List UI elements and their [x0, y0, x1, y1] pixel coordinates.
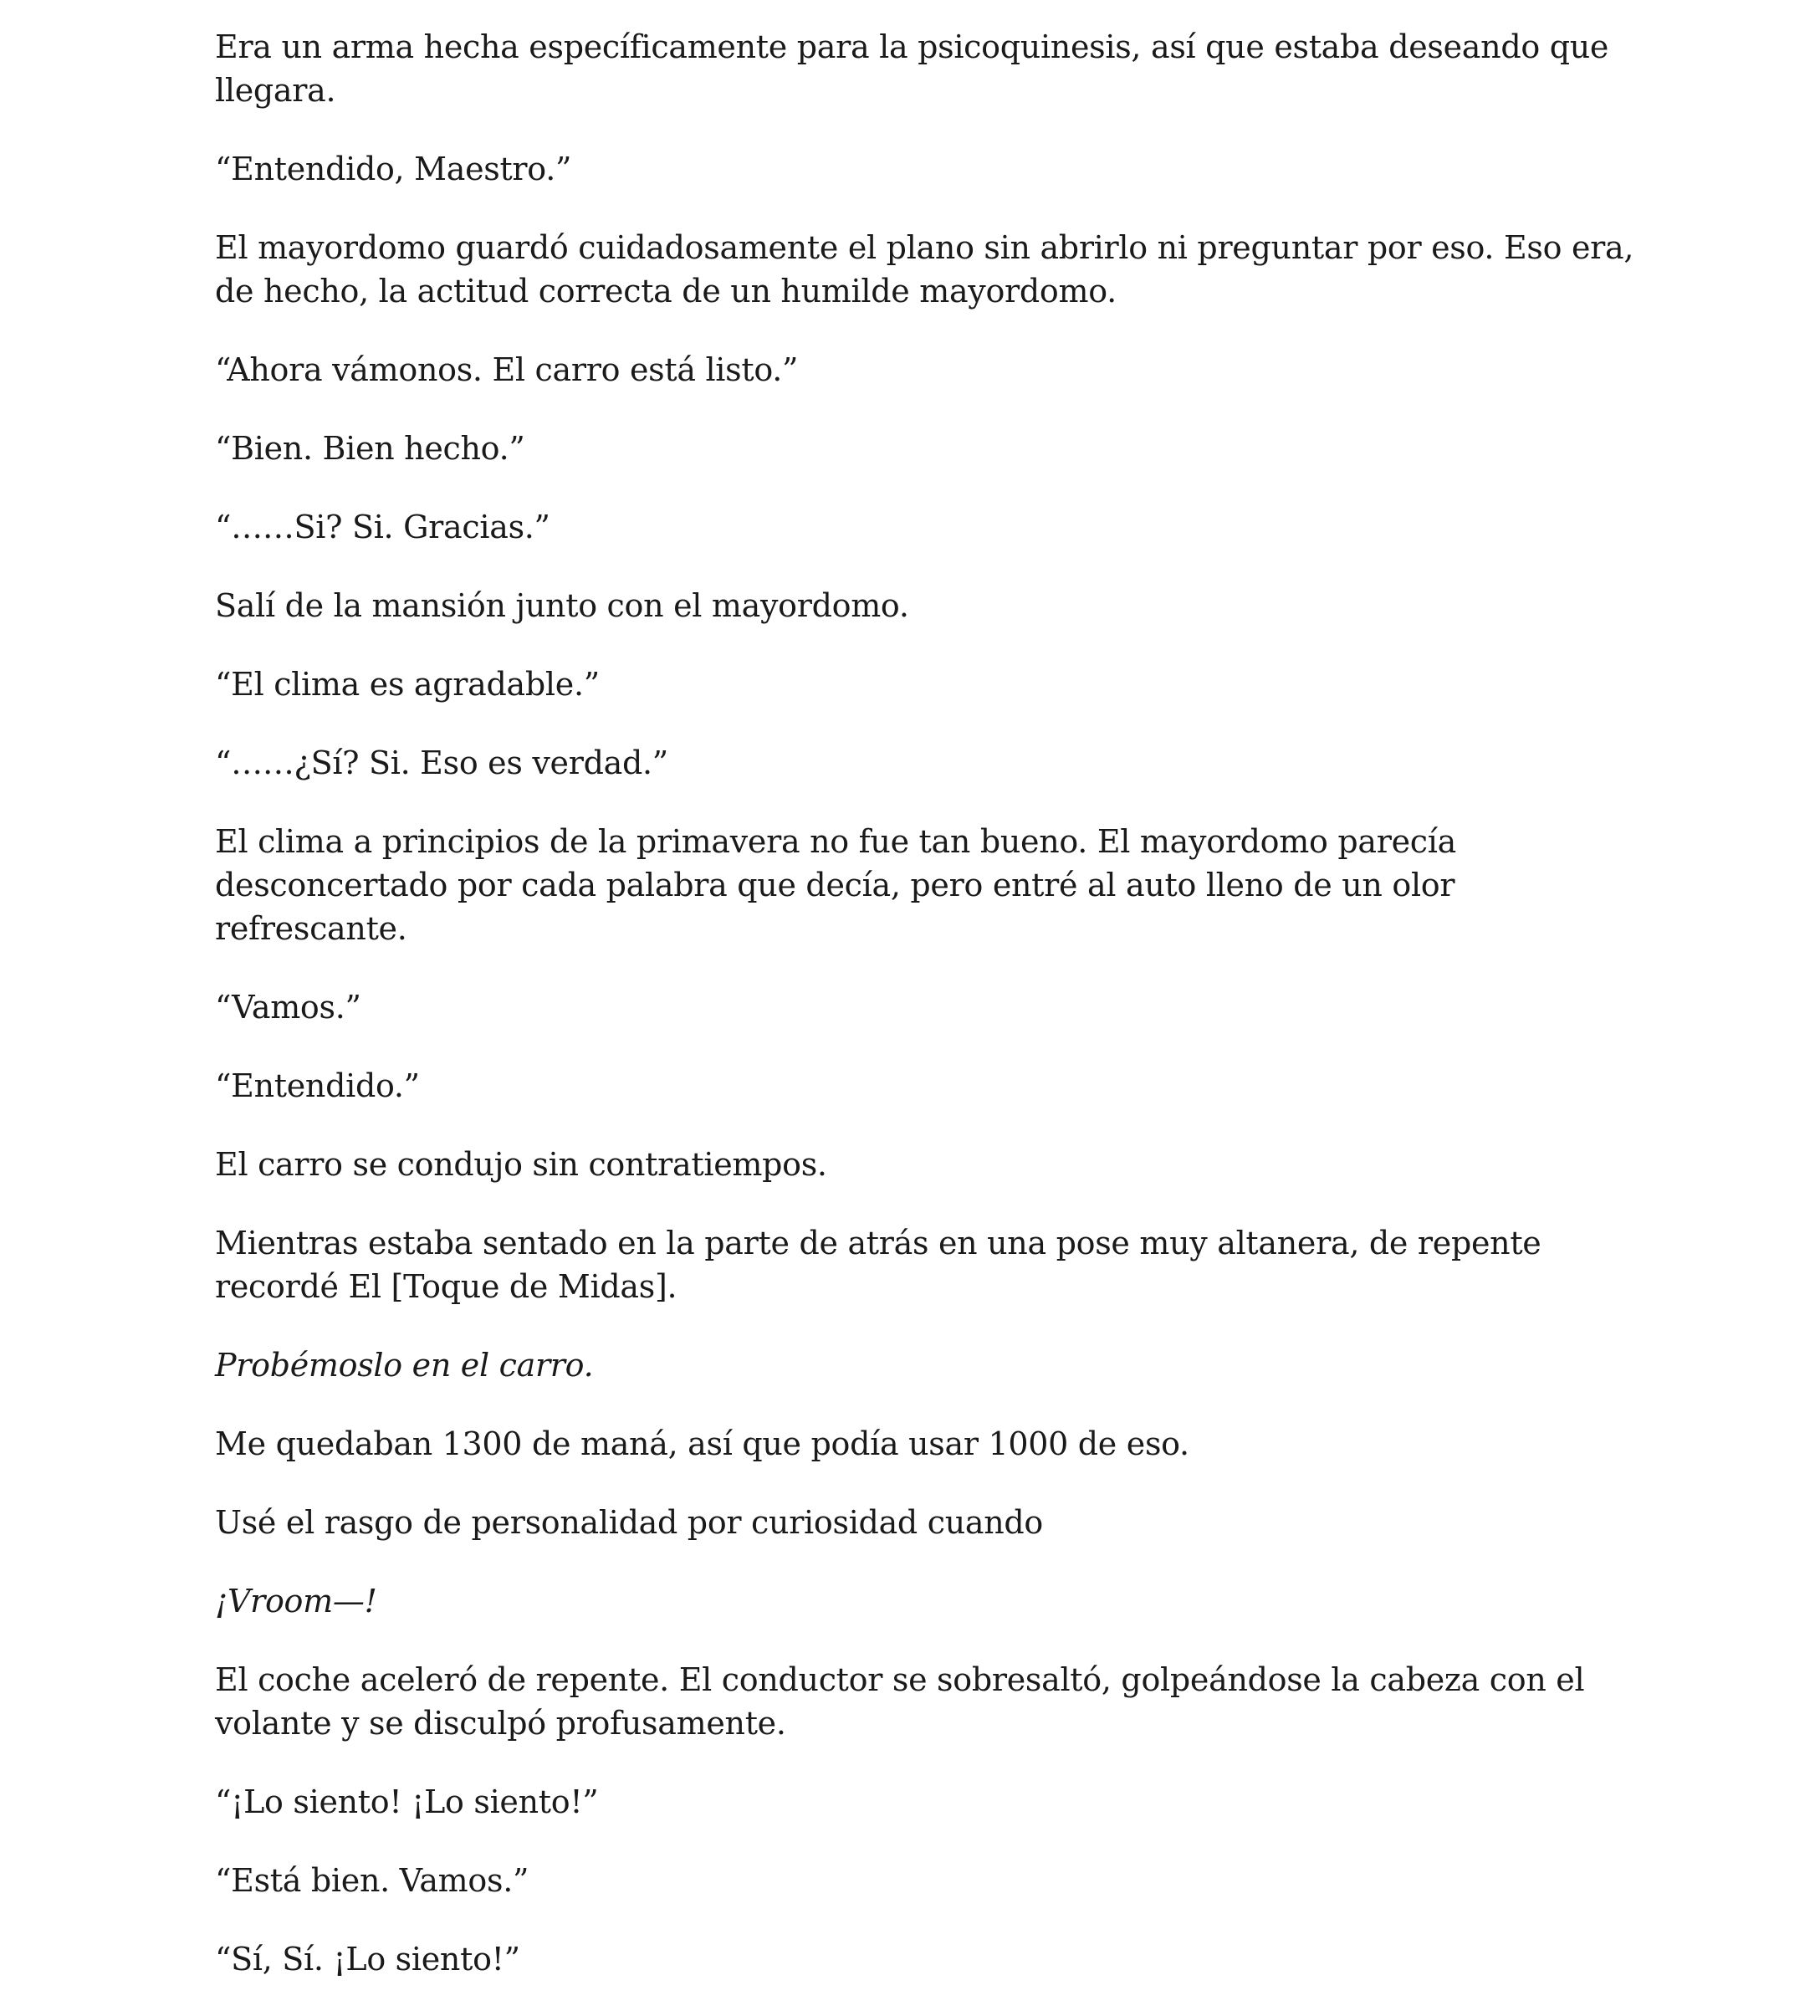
paragraph: Usé el rasgo de personalidad por curiosidad cuando	[215, 1504, 1044, 1541]
paragraph: Mientras estaba sentado en la parte de atrás en una pose muy altanera, de repente recordé El [Toque de Midas].	[215, 1225, 1541, 1305]
paragraph: “Entendido.”	[215, 1067, 420, 1104]
paragraph: El clima a principios de la primavera no fue tan bueno. El mayordomo parecía desconcertado por cada palabra que decía, pero entré al auto lleno de un olor refrescante.	[215, 823, 1456, 947]
document-page	[215, 25, 1637, 2016]
paragraph: Era un arma hecha específicamente para la psicoquinesis, así que estaba deseando que llegara.	[215, 28, 1609, 109]
paragraph: El mayordomo guardó cuidadosamente el plano sin abrirlo ni preguntar por eso. Eso era, de hecho, la actitud correcta de un humilde mayordomo.	[215, 229, 1634, 310]
paragraph: “El clima es agradable.”	[215, 666, 600, 703]
paragraph: El carro se condujo sin contratiempos.	[215, 1146, 827, 1183]
paragraph: “¡Lo siento! ¡Lo siento!”	[215, 1783, 599, 1820]
paragraph: “Sí, Sí. ¡Lo siento!”	[215, 1941, 520, 1978]
paragraph: Me quedaban 1300 de maná, así que podía usar 1000 de eso.	[215, 1425, 1189, 1462]
paragraph: El coche aceleró de repente. El conductor se sobresaltó, golpeándose la cabeza con el volante y se disculpó profusamente.	[215, 1661, 1585, 1742]
paragraph: “……Si? Si. Gracias.”	[215, 509, 550, 545]
paragraph: “Bien. Bien hecho.”	[215, 430, 525, 467]
paragraph: “……¿Sí? Si. Eso es verdad.”	[215, 744, 668, 781]
paragraph: “Está bien. Vamos.”	[215, 1862, 529, 1899]
paragraph: “Vamos.”	[215, 989, 361, 1026]
paragraph: “Ahora vámonos. El carro está listo.”	[215, 351, 799, 388]
italic-paragraph: ¡Vroom—!	[215, 1583, 377, 1619]
italic-paragraph: Probémoslo en el carro.	[215, 1347, 594, 1384]
paragraph: Salí de la mansión junto con el mayordomo.	[215, 587, 909, 624]
paragraph: “Entendido, Maestro.”	[215, 151, 572, 187]
